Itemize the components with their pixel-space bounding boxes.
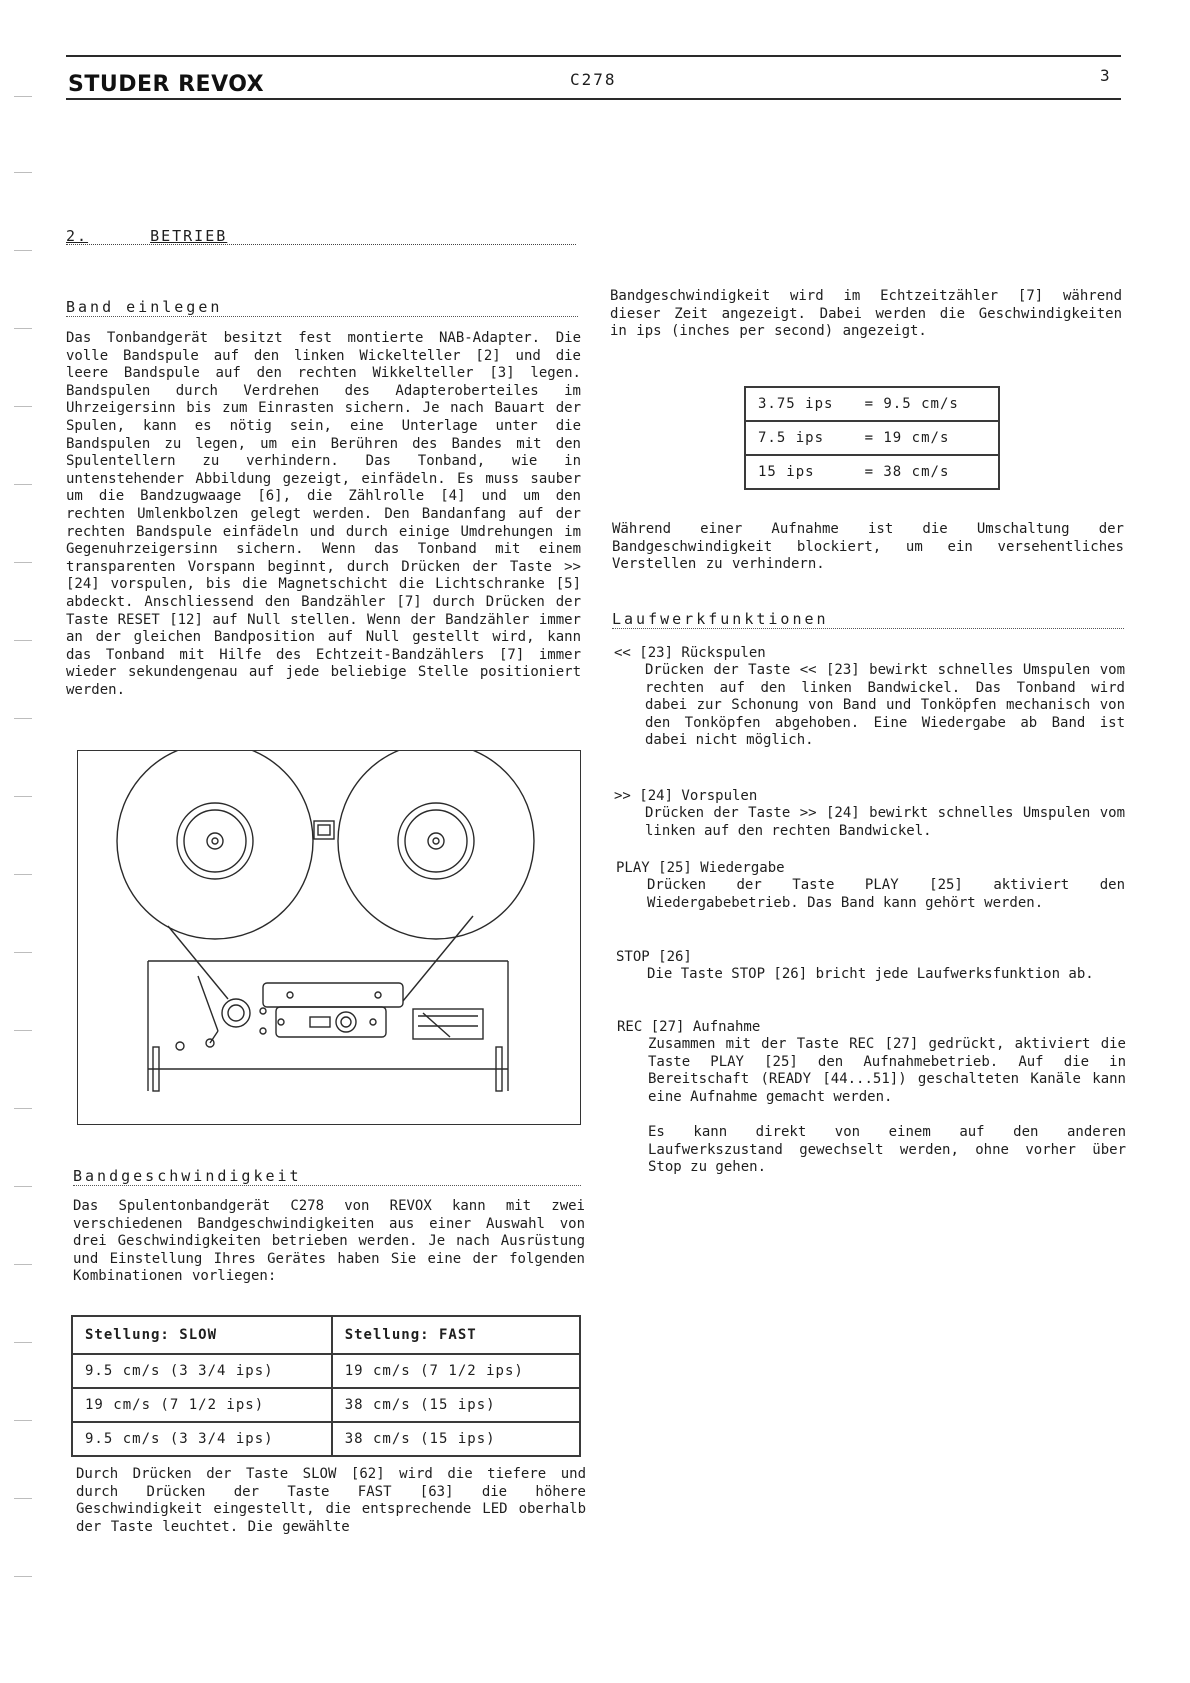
equals-sign: = (864, 464, 875, 480)
function-heading-rec: REC [27] Aufnahme (617, 1019, 761, 1035)
header-top-rule (66, 55, 1121, 57)
chapter-underline (66, 244, 576, 245)
cms-unit: cm/s (911, 430, 950, 446)
table-row (745, 387, 999, 421)
page-number: 3 (1100, 66, 1110, 85)
section-underline (612, 628, 1124, 629)
section-underline (73, 1185, 581, 1186)
speed-combination-table (71, 1315, 581, 1457)
function-heading-stop: STOP [26] (616, 949, 692, 965)
function-heading-rewind: << [23] Rückspulen (614, 645, 766, 661)
paragraph-recording-note: Während einer Aufnahme ist die Umschaltung der Bandgeschwindigkeit blockiert, um ein versehentliches Verstellen zu verhindern. (612, 521, 1124, 573)
table-header-row (72, 1316, 580, 1354)
cms-unit: cm/s (911, 464, 950, 480)
paragraph-speed-intro: Das Spulentonbandgerät C278 von REVOX kann mit zwei verschiedenen Bandgeschwindigkeiten aus einer Auswahl von drei Geschwindigkeiten betrieben werden. Je nach Ausrüstung und Einstellung Ihres Gerätes haben Sie eine der folgenden Kombinationen vorliegen: (73, 1198, 585, 1285)
table-header-cell: Stellung: FAST (332, 1316, 580, 1354)
table-row (72, 1422, 580, 1456)
function-body-rewind: Drücken der Taste << [23] bewirkt schnelles Umspulen vom rechten auf den linken Bandwickel. Das Tonband wird dabei zur Schonung von Band und Tonköpfen mechanisch von den Tonköpfen abgehoben. Eine Wiedergabe ab Band ist dabei nicht möglich. (645, 662, 1125, 749)
function-body-stop: Die Taste STOP [26] bricht jede Laufwerksfunktion ab. (647, 966, 1094, 982)
function-body-forward: Drücken der Taste >> [24] bewirkt schnelles Umspulen vom linken auf den rechten Bandwickel. (645, 805, 1125, 839)
paragraph-speed-display: Bandgeschwindigkeit wird im Echtzeitzähler [7] während dieser Zeit angezeigt. Dabei werden die Geschwindigkeiten in ips (inches per second) angezeigt. (610, 288, 1122, 340)
chapter-number: 2. (66, 227, 89, 245)
table-cell: 9.5 cm/s (3 3/4 ips) (72, 1354, 332, 1388)
table-header-cell: Stellung: SLOW (72, 1316, 332, 1354)
cms-value: 19 (883, 430, 903, 446)
table-row (72, 1354, 580, 1388)
model-number: C278 (570, 70, 617, 89)
tape-threading-illustration (77, 750, 581, 1125)
function-body-rec-note: Es kann direkt von einem auf den anderen Laufwerkszustand gewechselt werden, ohne vorher über Stop zu gehen. (648, 1124, 1126, 1176)
ips-unit: ips (805, 396, 834, 412)
table-row (745, 421, 999, 455)
ips-unit: ips (786, 464, 815, 480)
ips-value: 3.75 (758, 396, 796, 412)
ips-value: 7.5 (758, 430, 787, 446)
cms-value: 9.5 (883, 396, 912, 412)
speed-conversion-table (744, 386, 1000, 490)
chapter-heading (66, 227, 227, 245)
table-row (745, 455, 999, 489)
equals-sign: = (864, 430, 875, 446)
table-cell: 19 cm/s (7 1/2 ips) (332, 1354, 580, 1388)
paragraph-band-einlegen: Das Tonbandgerät besitzt fest montierte NAB-Adapter. Die volle Bandspule auf den linken Wickelteller [2] und die leere Bandspule auf den rechten Wikkelteller [3] legen. Bandspulen durch Verdrehen des Adapteroberteiles im Uhrzeigersinn bis zum Einrasten sichern. Je nach Bauart der Spulen, kann es nötig sein, eine Unterlage unter die Bandspulen zu legen, um ein Berühren des Bandes mit den Spulentellern zu verhindern. Das Tonband, wie in untenstehender Abbildung gezeigt, einfädeln. Es muss sauber um die Bandzugwaage [6], die Zählrolle [4] und um den rechten Umlenkbolzen gelegt werden. Den Bandanfang auf der rechten Bandspule einfädeln und durch einige Umdrehungen im Gegenuhrzeigersinn sichern. Wenn das Tonband mit einem transparenten Vorspann beginnt, durch Drücken der Taste >> [24] vorspulen, bis die Magnetschicht die Lichtschranke [5] abdeckt. Anschliessend den Bandzähler [7] durch Drücken der Taste RESET [12] auf Null stellen. Wenn der Bandzähler immer an der gleichen Bandposition auf Null gestellt wird, kann das Tonband mit Hilfe des Echtzeit-Bandzählers [7] immer wieder sekundengenau auf jede beliebige Stelle positioniert werden. (66, 330, 581, 698)
section-title-band-einlegen: Band einlegen (66, 298, 223, 316)
brand-logo: STUDER REVOX (68, 72, 265, 97)
section-underline (66, 316, 578, 317)
cms-value: 38 (883, 464, 903, 480)
header-bottom-rule (66, 98, 1121, 100)
table-cell: 38 cm/s (15 ips) (332, 1388, 580, 1422)
ips-value: 15 (758, 464, 777, 480)
tape-recorder-drawing (78, 751, 580, 1124)
function-heading-play: PLAY [25] Wiedergabe (616, 860, 785, 876)
function-body-rec: Zusammen mit der Taste REC [27] gedrückt, aktiviert die Taste PLAY [25] den Aufnahmebetrieb. Auf die in Bereitschaft (READY [44...51]) geschalteten Kanäle kann eine Aufnahme gemacht werden. (648, 1036, 1126, 1105)
table-row (72, 1388, 580, 1422)
function-body-play: Drücken der Taste PLAY [25] aktiviert den Wiedergabebetrieb. Das Band kann gehört werden. (647, 877, 1125, 911)
table-cell: 9.5 cm/s (3 3/4 ips) (72, 1422, 332, 1456)
equals-sign: = (864, 396, 875, 412)
cms-unit: cm/s (921, 396, 959, 412)
table-cell: 38 cm/s (15 ips) (332, 1422, 580, 1456)
ips-unit: ips (795, 430, 825, 446)
section-title-laufwerkfunktionen: Laufwerkfunktionen (612, 610, 829, 628)
function-heading-forward: >> [24] Vorspulen (614, 788, 758, 804)
paragraph-speed-selection: Durch Drücken der Taste SLOW [62] wird die tiefere und durch Drücken der Taste FAST [63] die höhere Geschwindigkeit eingestellt, die entsprechende LED oberhalb der Taste leuchtet. Die gewählte (76, 1466, 586, 1535)
chapter-title: BETRIEB (150, 227, 228, 245)
section-title-bandgeschwindigkeit: Bandgeschwindigkeit (73, 1167, 302, 1185)
table-cell: 19 cm/s (7 1/2 ips) (72, 1388, 332, 1422)
